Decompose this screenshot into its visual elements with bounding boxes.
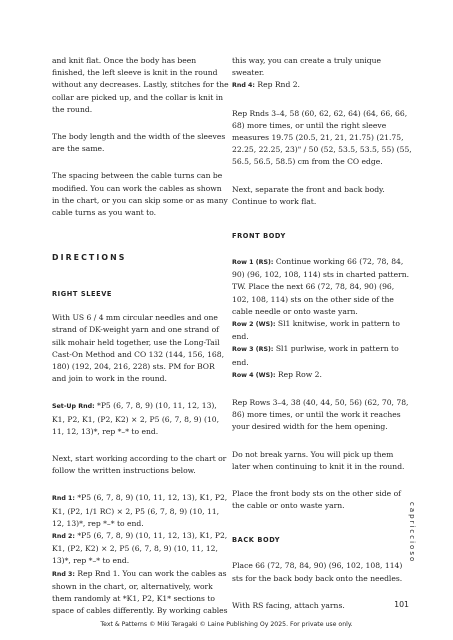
round-1-text: *P5 (6, 7, 8, 9) (10, 11, 12, 13), K1, P2, K1, (P2, 1/1 RC) × 2, P5 (6, 7, 8, 9) (10, 11, 12, 13)*, rep *–* to end. [52,493,228,528]
intro-paragraph: The spacing between the cable turns can be modified. You can work the cables as shown in the chart, or you can skip some or as many cable turns as you want to. [52,171,228,218]
round-4-instruction [232,79,412,92]
round-1-instruction [52,492,230,530]
round-3-instruction [52,568,230,618]
right-sleeve-heading: RIGHT SLEEVE [52,290,113,299]
intro-paragraph: and knit flat. Once the body has been finished, the left sleeve is knit in the round without any decreases. Lastly, stitches for the collar are picked up, and the collar is knit in the round. [52,56,229,114]
right-column [232,55,412,627]
row-2-instruction [232,318,412,343]
separate-body-paragraph: Next, separate the front and back body. Continue to work flat. [232,184,385,206]
copyright-footer: Text & Patterns © Miki Teragaki © Laine Publishing Oy 2025. For private use only. [100,621,353,628]
setup-round-instruction [52,400,230,438]
directions-heading: DIRECTIONS [52,253,127,263]
rs-facing-paragraph: With RS facing, attach yarns. [232,600,345,610]
round-2-instruction [52,530,230,568]
continued-paragraph: this way, you can create a truly unique sweater. [232,56,382,78]
sleeve-cast-on-paragraph: With US 6 / 4 mm circular needles and one strand of DK-weight yarn and one strand of silk mohair held together, use the Long-Tail Cast-On Method and CO 132 (144, 156, 168, 180) (192, 204, 216, 228) sts. PM for BOR and join to work in the round. [52,313,225,384]
setup-round-text: *P5 (6, 7, 8, 9) (10, 11, 12, 13), K1, P2, K1, (P2, K2) × 2, P5 (6, 7, 8, 9) (10, 11, 12, 13)*, rep *–* to end. [52,401,220,436]
round-2-text: *P5 (6, 7, 8, 9) (10, 11, 12, 13), K1, P2, K1, (P2, K2) × 2, P5 (6, 7, 8, 9) (10, 11, 12, 13)*, rep *–* to end. [52,531,228,566]
front-body-heading: FRONT BODY [232,232,286,241]
chart-note-paragraph: Next, start working according to the chart or follow the written instructions below. [52,454,227,476]
round-2-label: Rnd 2: [52,533,75,541]
round-4-label: Rnd 4: [232,82,255,90]
repeat-rounds-paragraph: Rep Rnds 3–4, 58 (60, 62, 62, 64) (64, 66, 66, 68) more times, or until the right sleeve measures 19.75 (20.5, 21, 21, 21.75) (21.75, 22.25, 22.25, 23)" / 50 (52, 53.5, 53.5, 55) (55, 56.5, 56.5, 58.5) cm from the CO edge. [232,108,412,167]
row-4-text: Rep Row 2. [275,369,322,379]
place-front-paragraph: Place the front body sts on the other side of the cable or onto waste yarn. [232,489,401,511]
round-4-text: Rep Rnd 2. [254,80,300,90]
round-3-label: Rnd 3: [52,570,75,578]
row-1-label: Row 1 (RS): [232,259,274,267]
row-2-label: Row 2 (WS): [232,321,276,329]
row-3-text: Sl1 purlwise, work in pattern to end. [232,344,399,367]
no-break-paragraph: Do not break yarns. You will pick up them later when continuing to knit it in the round. [232,449,405,471]
setup-round-label: Set-Up Rnd: [52,403,95,411]
row-4-instruction [232,369,412,382]
row-2-text: Sl1 knitwise, work in pattern to end. [232,319,400,342]
row-1-instruction [232,256,412,318]
repeat-rows-paragraph: Rep Rows 3–4, 38 (40, 44, 50, 56) (62, 70, 78, 86) more times, or until the work it reaches your desired width for the hem opening. [232,398,409,432]
place-back-paragraph: Place 66 (72, 78, 84, 90) (96, 102, 108, 114) sts for the back body back onto the needles. [232,561,403,583]
intro-paragraph: The body length and the width of the sleeves are the same. [52,132,226,154]
page-number: 101 [394,600,409,609]
round-1-label: Rnd 1: [52,495,75,503]
row-3-instruction [232,343,412,368]
row-4-label: Row 4 (WS): [232,371,276,379]
round-3-text: Rep Rnd 1. You can work the cables as shown in the chart, or, alternatively, work them randomly at *K1, P2, K1* sections to space of cables differently. By working cables [52,568,228,616]
row-1-text: Continue working 66 (72, 78, 84, 90) (96, 102, 108, 114) sts in charted pattern. TW. Place the next 66 (72, 78, 84, 90) (96, 102, 108, 114) sts on the other side of the cable needle or onto waste yarn. [232,257,410,316]
back-body-heading: BACK BODY [232,536,281,545]
side-label: capriccioso [408,502,416,564]
row-3-label: Row 3 (RS): [232,346,274,354]
left-column [52,55,230,618]
